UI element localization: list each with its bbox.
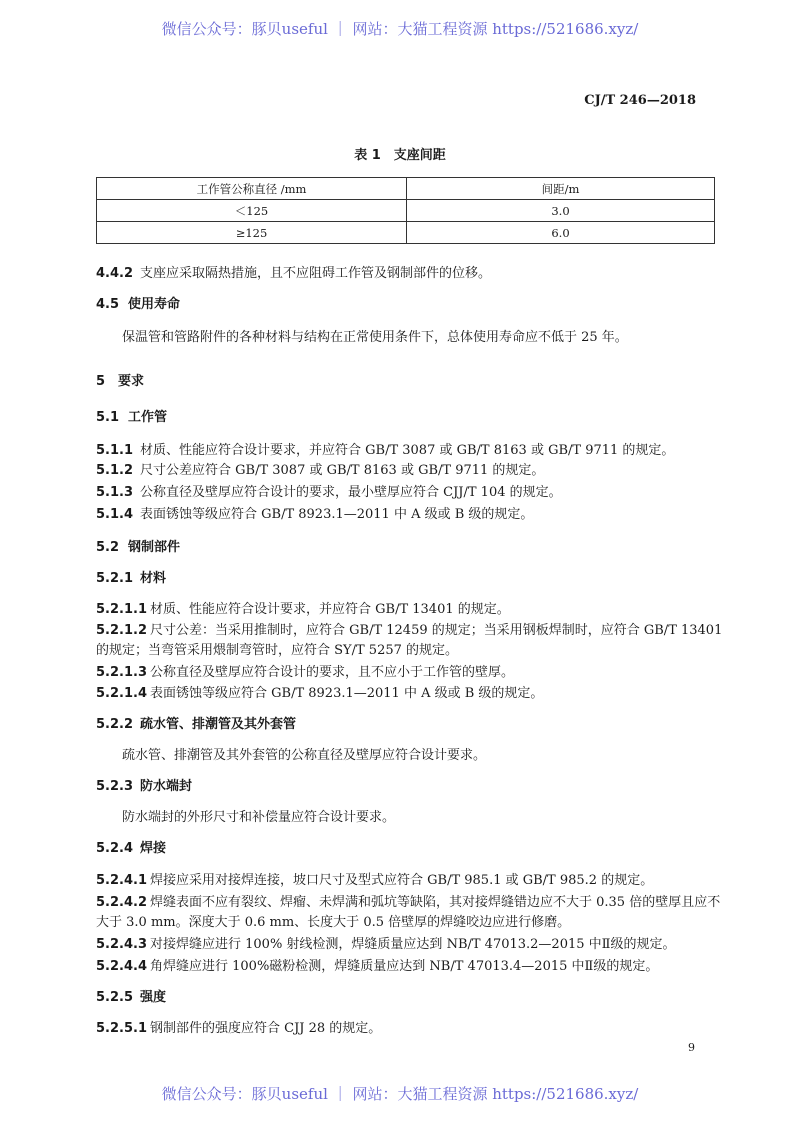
clause-number: 4.4.2 <box>96 266 134 281</box>
clause-5-2-1-1 <box>96 600 510 620</box>
heading-text: 要求 <box>118 374 145 389</box>
clause-5-2-4-3 <box>96 935 676 955</box>
standard-code: CJ/T 246—2018 <box>584 93 696 108</box>
clause-text: 焊接应采用对接焊连接，坡口尺寸及型式应符合 GB/T 985.1 或 GB/T 985.2 的规定。 <box>150 873 654 888</box>
clause-number: 5.2.4.1 <box>96 873 147 888</box>
table-cell-diameter: ＜125 <box>97 200 407 222</box>
heading-5-2 <box>96 538 180 558</box>
clause-number: 5.1.4 <box>96 507 134 522</box>
table-cell-spacing: 3.0 <box>407 200 715 222</box>
clause-text: 尺寸公差应符合 GB/T 3087 或 GB/T 8163 或 GB/T 9711 的规定。 <box>140 463 545 478</box>
clause-5-1-1 <box>96 441 674 461</box>
table-header-row <box>97 178 715 200</box>
heading-text: 疏水管、排潮管及其外套管 <box>140 717 297 732</box>
table-header-diameter: 工作管公称直径 /mm <box>97 178 407 200</box>
table-row <box>97 200 715 222</box>
table-header-spacing: 间距/m <box>407 178 715 200</box>
paragraph-4-5: 保温管和管路附件的各种材料与结构在正常使用条件下，总体使用寿命应不低于 25 年。 <box>122 330 628 345</box>
heading-text: 焊接 <box>140 841 167 856</box>
heading-5-1 <box>96 408 167 428</box>
heading-text: 防水端封 <box>140 779 193 794</box>
clause-number: 5.1.1 <box>96 443 134 458</box>
clause-number: 5.2.1.1 <box>96 602 147 617</box>
clause-5-2-4-2 <box>96 893 728 933</box>
heading-5-2-1 <box>96 569 166 589</box>
heading-5-2-4 <box>96 839 166 859</box>
heading-5-2-3 <box>96 777 192 797</box>
clause-text: 钢制部件的强度应符合 CJJ 28 的规定。 <box>150 1021 382 1036</box>
clause-5-2-4-4 <box>96 957 658 977</box>
heading-4-5 <box>96 295 180 315</box>
heading-text: 材料 <box>140 571 167 586</box>
clause-text: 焊缝表面不应有裂纹、焊瘤、未焊满和弧坑等缺陷，其对接焊缝错边应不大于 0.35 倍的壁厚且应不大于 3.0 mm。深度大于 0.6 mm、长度大于 0.5 倍壁厚的焊缝咬边应进行修磨。 <box>96 895 721 930</box>
heading-text: 钢制部件 <box>128 540 181 555</box>
clause-number: 5.2.1.4 <box>96 686 147 701</box>
support-spacing-table <box>96 177 715 244</box>
clause-text: 表面锈蚀等级应符合 GB/T 8923.1—2011 中 A 级或 B 级的规定。 <box>150 686 544 701</box>
clause-5-2-1-3 <box>96 663 514 683</box>
clause-text: 公称直径及壁厚应符合设计的要求，最小壁厚应符合 CJJ/T 104 的规定。 <box>140 485 562 500</box>
heading-5-2-2 <box>96 715 296 735</box>
clause-4-4-2 <box>96 264 491 284</box>
top-watermark: 微信公众号：豚贝useful ｜ 网站：大猫工程资源 https://521686.xyz/ <box>161 20 639 38</box>
clause-5-1-2 <box>96 461 544 481</box>
heading-5 <box>96 372 144 392</box>
clause-text: 对接焊缝应进行 100% 射线检测，焊缝质量应达到 NB/T 47013.2—2015 中Ⅱ级的规定。 <box>150 937 676 952</box>
heading-number: 5.2.2 <box>96 717 134 732</box>
paragraph-5-2-3: 防水端封的外形尺寸和补偿量应符合设计要求。 <box>122 810 396 825</box>
heading-5-2-5 <box>96 988 166 1008</box>
clause-text: 支座应采取隔热措施，且不应阻碍工作管及钢制部件的位移。 <box>140 266 492 281</box>
clause-5-2-4-1 <box>96 871 653 891</box>
heading-text: 使用寿命 <box>128 297 181 312</box>
clause-number: 5.2.1.2 <box>96 623 147 638</box>
clause-text: 尺寸公差：当采用推制时，应符合 GB/T 12459 的规定；当采用钢板焊制时，应符合 GB/T 13401的规定；当弯管采用煨制弯管时，应符合 SY/T 5257 的规定。 <box>96 623 723 658</box>
table-cell-spacing: 6.0 <box>407 222 715 244</box>
heading-number: 4.5 <box>96 297 120 312</box>
heading-number: 5 <box>96 374 106 389</box>
heading-number: 5.2.3 <box>96 779 134 794</box>
clause-text: 材质、性能应符合设计要求，并应符合 GB/T 13401 的规定。 <box>150 602 510 617</box>
paragraph-5-2-2: 疏水管、排潮管及其外套管的公称直径及壁厚应符合设计要求。 <box>122 748 487 763</box>
clause-5-1-4 <box>96 505 533 525</box>
clause-number: 5.2.1.3 <box>96 665 147 680</box>
clause-5-2-1-4 <box>96 684 543 704</box>
heading-number: 5.2.4 <box>96 841 134 856</box>
clause-5-2-5-1 <box>96 1019 381 1039</box>
clause-text: 角焊缝应进行 100%磁粉检测，焊缝质量应达到 NB/T 47013.4—2015 中Ⅱ级的规定。 <box>150 959 659 974</box>
table-row <box>97 222 715 244</box>
clause-5-2-1-2 <box>96 621 728 661</box>
clause-number: 5.1.3 <box>96 485 134 500</box>
heading-number: 5.1 <box>96 410 120 425</box>
heading-number: 5.2.5 <box>96 990 134 1005</box>
heading-number: 5.2.1 <box>96 571 134 586</box>
heading-number: 5.2 <box>96 540 120 555</box>
clause-text: 公称直径及壁厚应符合设计的要求，且不应小于工作管的壁厚。 <box>150 665 515 680</box>
page-number: 9 <box>688 1041 695 1054</box>
clause-text: 表面锈蚀等级应符合 GB/T 8923.1—2011 中 A 级或 B 级的规定。 <box>140 507 534 522</box>
clause-text: 材质、性能应符合设计要求，并应符合 GB/T 3087 或 GB/T 8163 或 GB/T 9711 的规定。 <box>140 443 675 458</box>
table-title: 表 1 支座间距 <box>354 148 446 163</box>
clause-5-1-3 <box>96 483 562 503</box>
clause-number: 5.2.5.1 <box>96 1021 147 1036</box>
clause-number: 5.2.4.3 <box>96 937 147 952</box>
clause-number: 5.1.2 <box>96 463 134 478</box>
clause-number: 5.2.4.2 <box>96 895 147 910</box>
table-cell-diameter: ≥125 <box>97 222 407 244</box>
heading-text: 强度 <box>140 990 167 1005</box>
heading-text: 工作管 <box>128 410 168 425</box>
clause-number: 5.2.4.4 <box>96 959 147 974</box>
bottom-watermark: 微信公众号：豚贝useful ｜ 网站：大猫工程资源 https://521686.xyz/ <box>161 1085 639 1103</box>
